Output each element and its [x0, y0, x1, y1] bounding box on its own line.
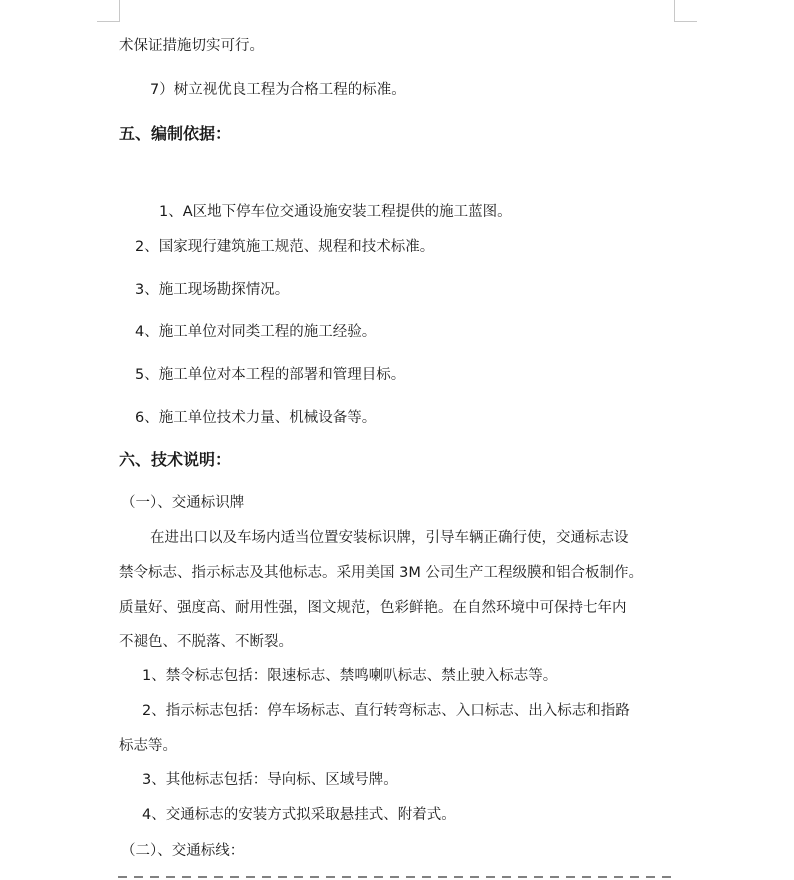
basis-item-5: 5、施工单位对本工程的部署和管理目标。 — [135, 367, 406, 383]
basis-item-6: 6、施工单位技术力量、机械设备等。 — [135, 410, 377, 426]
cut-off-text-line — [118, 872, 678, 880]
paragraph-line: 质量好、强度高、耐用性强，图文规范，色彩鲜艳。在自然环境中可保持七年内 — [119, 600, 627, 616]
paragraph-line: 不褪色、不脱落、不断裂。 — [119, 634, 293, 650]
basis-item-3: 3、施工现场勘探情况。 — [135, 282, 290, 298]
sign-item-3: 3、其他标志包括：导向标、区域号牌。 — [142, 772, 398, 788]
sign-item-2: 2、指示标志包括：停车场标志、直行转弯标志、入口标志、出入标志和指路 — [142, 703, 630, 719]
crop-mark-top-left-horizontal — [97, 21, 120, 22]
basis-item-4: 4、施工单位对同类工程的施工经验。 — [135, 324, 377, 340]
section-heading-5: 五、编制依据： — [119, 124, 232, 143]
paragraph-line: 在进出口以及车场内适当位置安装标识牌，引导车辆正确行使，交通标志设 — [150, 530, 629, 546]
crop-mark-top-left-vertical — [119, 0, 120, 22]
sign-item-4: 4、交通标志的安装方式拟采取悬挂式、附着式。 — [142, 807, 456, 823]
basis-item-2: 2、国家现行建筑施工规范、规程和技术标准。 — [135, 239, 435, 255]
sign-item-1: 1、禁令标志包括：限速标志、禁鸣喇叭标志、禁止驶入标志等。 — [142, 668, 558, 684]
paragraph-line: 禁令标志、指示标志及其他标志。采用美国 3M 公司生产工程级膜和铝合板制作。 — [119, 565, 643, 581]
subsection-heading-2: （二）、交通标线： — [121, 843, 245, 859]
paragraph-continuation: 术保证措施切实可行。 — [119, 38, 264, 54]
crop-mark-top-right-horizontal — [674, 21, 697, 22]
list-item-7: 7）树立视优良工程为合格工程的标准。 — [150, 82, 406, 98]
subsection-heading-1: （一）、交通标识牌 — [121, 495, 245, 511]
section-heading-6: 六、技术说明： — [119, 450, 232, 469]
basis-item-1: 1、A区地下停车位交通设施安装工程提供的施工蓝图。 — [159, 204, 512, 220]
sign-item-2-continuation: 标志等。 — [119, 738, 177, 754]
crop-mark-top-right-vertical — [674, 0, 675, 22]
